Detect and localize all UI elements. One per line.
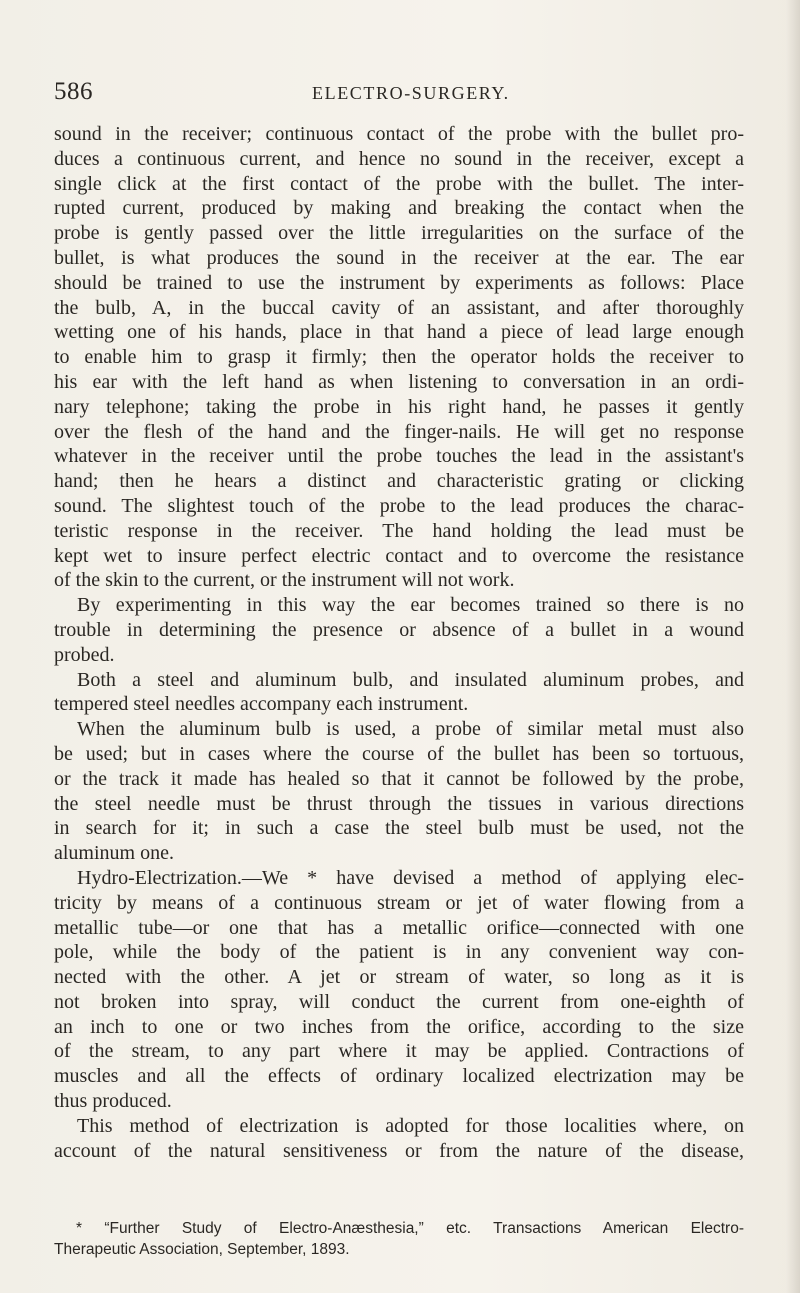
page-edge-shadow	[786, 0, 800, 1293]
text-line-16: sound. The slightest touch of the probe to the lead produces the charac-	[54, 494, 744, 517]
footnote-line-2: Therapeutic Association, September, 1893.	[54, 1241, 350, 1258]
text-line-23: Both a steel and aluminum bulb, and insulated aluminum probes, and	[77, 668, 744, 691]
text-line-19: of the skin to the current, or the instrument will not work.	[54, 569, 515, 592]
footnote-line-1: * “Further Study of Electro-Anæsthesia,” etc. Transactions American Electro-	[76, 1220, 744, 1237]
text-line-30: aluminum one.	[54, 842, 174, 865]
text-line-33: metallic tube—or one that has a metallic orifice—connected with one	[54, 916, 744, 939]
text-line-21: trouble in determining the presence or absence of a bullet in a wound	[54, 618, 744, 641]
running-head	[54, 78, 744, 108]
text-line-20: By experimenting in this way the ear becomes trained so there is no	[77, 594, 744, 617]
text-line-27: or the track it made has healed so that it cannot be followed by the probe,	[54, 767, 744, 790]
text-line-18: kept wet to insure perfect electric contact and to overcome the resistance	[54, 544, 744, 567]
text-line-4: rupted current, produced by making and breaking the contact when the	[54, 197, 744, 220]
text-line-15: hand; then he hears a distinct and characteristic grating or clicking	[54, 470, 744, 493]
text-line-41: This method of electrization is adopted for those localities where, on	[77, 1114, 744, 1137]
text-line-10: to enable him to grasp it firmly; then the operator holds the receiver to	[54, 346, 744, 369]
text-line-37: an inch to one or two inches from the orifice, according to the size	[54, 1015, 744, 1038]
text-line-2: duces a continuous current, and hence no sound in the receiver, except a	[54, 147, 744, 170]
text-line-8: the bulb, A, in the buccal cavity of an assistant, and after thoroughly	[54, 296, 744, 319]
running-title: ELECTRO-SURGERY.	[312, 83, 510, 103]
text-line-39: muscles and all the effects of ordinary localized electrization may be	[54, 1065, 744, 1088]
text-line-34: pole, while the body of the patient is in any convenient way con-	[54, 941, 744, 964]
text-line-31: Hydro-Electrization.—We * have devised a method of applying elec-	[77, 866, 744, 889]
text-line-9: wetting one of his hands, place in that hand a piece of lead large enough	[54, 321, 744, 344]
text-line-6: bullet, is what produces the sound in the receiver at the ear. The ear	[54, 246, 744, 269]
text-line-32: tricity by means of a continuous stream or jet of water flowing from a	[54, 891, 744, 914]
text-line-25: When the aluminum bulb is used, a probe of similar metal must also	[77, 718, 744, 741]
text-line-17: teristic response in the receiver. The hand holding the lead must be	[54, 519, 744, 542]
text-line-26: be used; but in cases where the course of the bullet has been so tortuous,	[54, 742, 744, 765]
text-line-36: not broken into spray, will conduct the current from one-eighth of	[54, 990, 744, 1013]
text-line-11: his ear with the left hand as when listening to conversation in an ordi-	[54, 370, 744, 393]
text-line-13: over the flesh of the hand and the finger-nails. He will get no response	[54, 420, 744, 443]
text-line-38: of the stream, to any part where it may be applied. Contractions of	[54, 1040, 744, 1063]
text-line-22: probed.	[54, 643, 115, 666]
body-text	[54, 122, 744, 1163]
text-line-12: nary telephone; taking the probe in his right hand, he passes it gently	[54, 395, 744, 418]
footnote	[54, 1218, 744, 1260]
text-line-5: probe is gently passed over the little irregularities on the surface of the	[54, 222, 744, 245]
text-line-40: thus produced.	[54, 1090, 172, 1113]
text-line-3: single click at the first contact of the probe with the bullet. The inter-	[54, 172, 744, 195]
text-line-42: account of the natural sensitiveness or from the nature of the disease,	[54, 1139, 744, 1162]
text-line-24: tempered steel needles accompany each instrument.	[54, 693, 469, 716]
text-line-7: should be trained to use the instrument by experiments as follows: Place	[54, 271, 744, 294]
text-line-28: the steel needle must be thrust through the tissues in various directions	[54, 792, 744, 815]
text-line-1: sound in the receiver; continuous contact of the probe with the bullet pro-	[54, 123, 744, 145]
text-line-29: in search for it; in such a case the steel bulb must be used, not the	[54, 817, 744, 840]
text-line-14: whatever in the receiver until the probe touches the lead in the assistant's	[54, 445, 744, 468]
text-line-35: nected with the other. A jet or stream of water, so long as it is	[54, 966, 744, 989]
page-number: 586	[54, 78, 93, 105]
